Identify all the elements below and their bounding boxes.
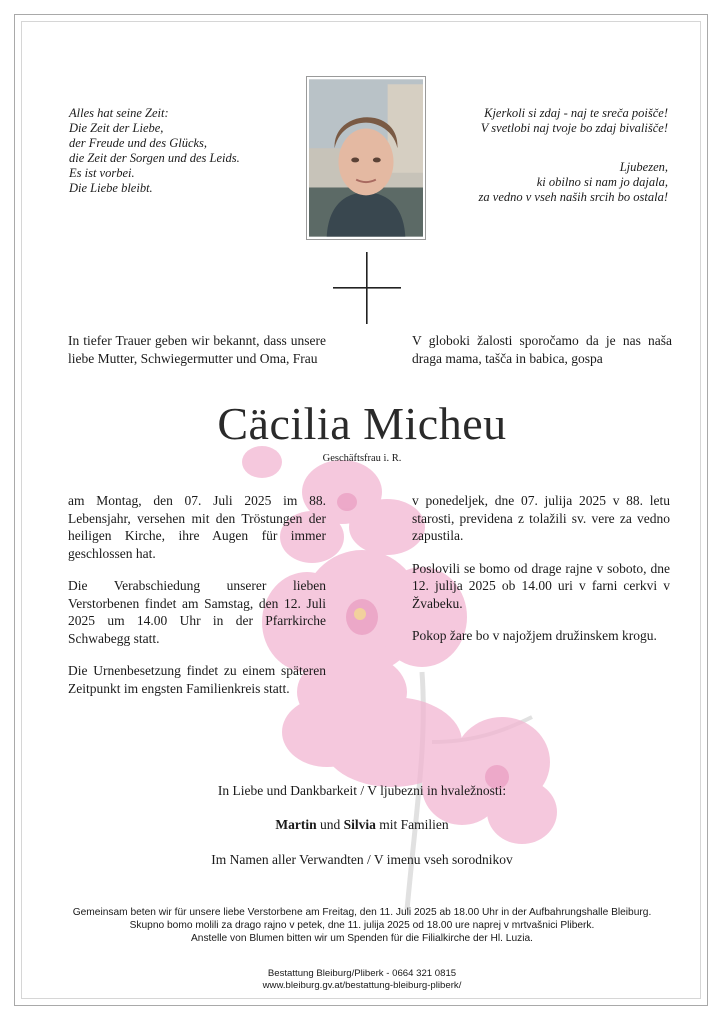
poem-left-line: die Zeit der Sorgen und des Leids. (69, 151, 240, 165)
slovenian-paragraph: Poslovili se bomo od drage rajne v soboto, dne 12. julija 2025 ob 14.00 uri v farni cerkvi v Žvabeku. (412, 560, 670, 611)
website-link[interactable]: www.bleiburg.gv.at/bestattung-bleiburg-pliberk/ (262, 980, 462, 991)
poem-right-line: ki obilno si nam jo dajala, (536, 175, 668, 189)
family-name-silvia: Silvia (343, 817, 376, 832)
intro-german-text: In tiefer Trauer geben wir bekannt, dass unsere liebe Mutter, Schwiegermutter und Oma, Frau (68, 333, 326, 366)
german-paragraph: Die Urnenbesetzung findet zu einem späteren Zeitpunkt im engsten Familienkreis statt. (68, 663, 326, 696)
prayer-notice (0, 906, 724, 945)
poem-right-first (481, 106, 668, 136)
family-line (0, 816, 724, 833)
poem-left-line: Die Zeit der Liebe, (69, 121, 164, 135)
intro-slovenian-text: V globoki žalosti sporočamo da je nas naša draga mama, tašča in babica, gospa (412, 333, 672, 366)
prayer-line: Anstelle von Blumen bitten wir um Spenden für die Filialkirche der Hl. Luzia. (190, 933, 533, 944)
portrait-image (309, 79, 423, 237)
german-column (68, 492, 326, 697)
poem-right-line: Ljubezen, (619, 160, 668, 174)
company-line: Bestattung Bleiburg/Pliberk - 0664 321 0815 (267, 968, 457, 979)
slovenian-paragraph: v ponedeljek, dne 07. julija 2025 v 88. letu starosti, previdena z tolažili sv. vere za vedno zapustila. (412, 493, 670, 543)
poem-left-line: Die Liebe bleibt. (69, 181, 153, 195)
poem-right-second (479, 160, 668, 205)
poem-right-line: V svetlobi naj tvoje bo zdaj bivališče! (480, 121, 668, 135)
family-rest: mit Familien (375, 817, 449, 832)
poem-left-line: Es ist vorbei. (69, 166, 135, 180)
family-and: und (316, 817, 344, 832)
deceased-title: Geschäftsfrau i. R. (322, 453, 402, 464)
deceased-name: Cäcilia Micheu (217, 398, 507, 449)
intro-german (68, 332, 326, 367)
cross-icon (333, 252, 401, 324)
poem-right-line: za vedno v vseh naših srcih bo ostala! (478, 190, 668, 204)
poem-left (69, 106, 240, 196)
prayer-line: Gemeinsam beten wir für unsere liebe Verstorbene am Freitag, den 11. Juli 2025 ab 18.00 Uhr in der Aufbahrungshalle Bleiburg. (72, 907, 652, 918)
german-paragraph: am Montag, den 07. Juli 2025 im 88. Lebensjahr, versehen mit den Tröstungen der heiligen Kirche, ihre Augen für immer geschlossen hat. (68, 493, 326, 561)
slovenian-paragraph: Pokop žare bo v najožjem družinskem krogu. (412, 628, 657, 643)
slovenian-column (412, 492, 670, 645)
poem-left-line: Alles hat seine Zeit: (69, 106, 169, 120)
portrait-photo (306, 76, 426, 240)
closing-line: In Liebe und Dankbarkeit / V ljubezni in hvaležnosti: (217, 783, 507, 798)
funeral-company (0, 968, 724, 992)
poem-left-line: der Freude und des Glücks, (69, 136, 208, 150)
prayer-line: Skupno bomo molili za drago rajno v petek, dne 11. julija 2025 od 18.00 ure naprej v mrtvašnici Pliberk. (129, 920, 595, 931)
poem-right-line: Kjerkoli si zdaj - naj te sreča poišče! (484, 106, 668, 120)
family-name-martin: Martin (275, 817, 317, 832)
relatives-line: Im Namen aller Verwandten / V imenu vseh sorodnikov (211, 852, 513, 867)
intro-slovenian (412, 332, 672, 367)
german-paragraph: Die Verabschiedung unserer lieben Verstorbenen findet am Samstag, den 12. Juli 2025 um 14.00 Uhr in der Pfarrkirche Schwabegg statt. (68, 578, 326, 646)
